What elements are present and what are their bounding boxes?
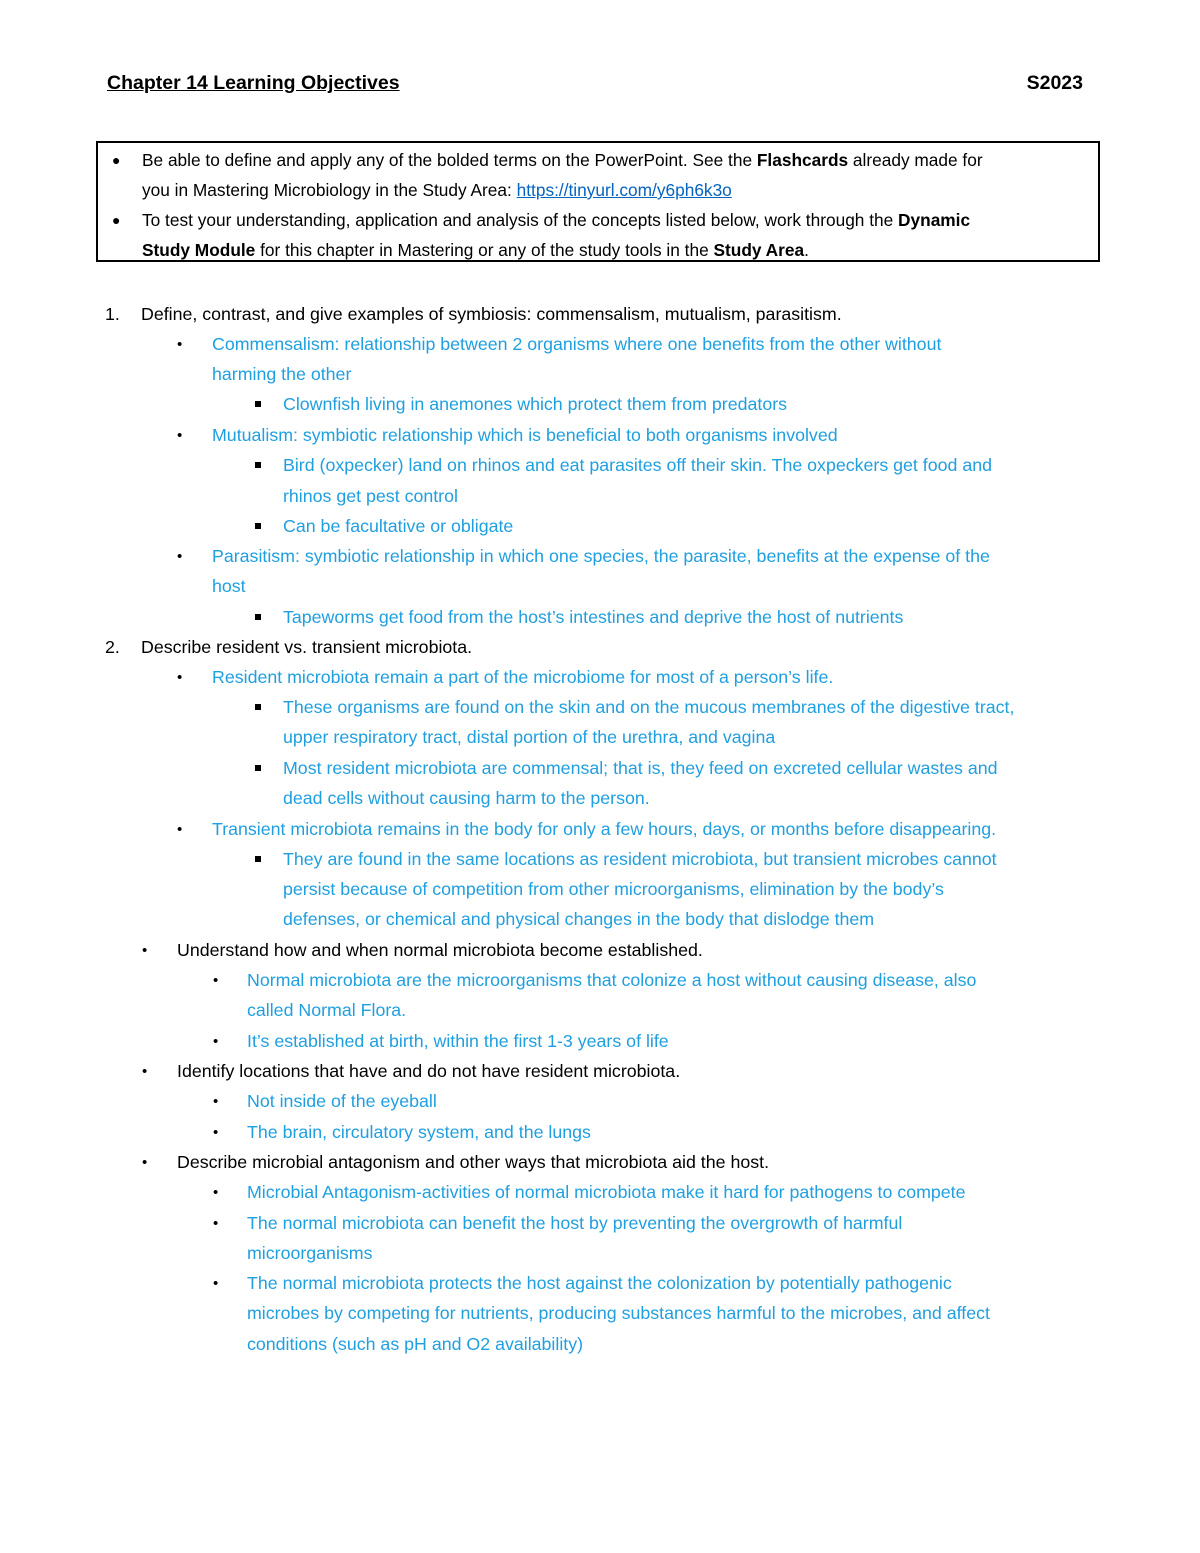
list-item: Bird (oxpecker) land on rhinos and eat parasites off their skin. The oxpeckers get food and [283, 455, 993, 475]
list-item: harming the other [212, 364, 352, 384]
flashcards-link[interactable]: https://tinyurl.com/y6ph6k3o [516, 180, 732, 200]
bullet-icon: • [213, 1093, 219, 1110]
bullet-icon: • [213, 1184, 219, 1201]
objective-established: Understand how and when normal microbiota become established. [177, 940, 703, 960]
square-bullet-icon [255, 523, 261, 529]
page-title: Chapter 14 Learning Objectives [107, 72, 400, 94]
objective-locations: Identify locations that have and do not have resident microbiota. [177, 1061, 681, 1081]
list-item: The normal microbiota protects the host against the colonization by potentially pathogenic [247, 1273, 952, 1293]
list-item: upper respiratory tract, distal portion of the urethra, and vagina [283, 727, 776, 747]
square-bullet-icon [255, 704, 261, 710]
list-item: Normal microbiota are the microorganisms that colonize a host without causing disease, also [247, 970, 977, 990]
bullet-icon: • [177, 548, 183, 565]
list-item: It’s established at birth, within the first 1-3 years of life [247, 1031, 669, 1051]
bullet-icon: • [213, 1275, 219, 1292]
list-item: Parasitism: symbiotic relationship in which one species, the parasite, benefits at the expense of the [212, 546, 990, 566]
list-item: microorganisms [247, 1243, 373, 1263]
list-item: called Normal Flora. [247, 1000, 407, 1020]
list-item: Most resident microbiota are commensal; that is, they feed on excreted cellular wastes and [283, 758, 998, 778]
box-line-2: you in Mastering Microbiology in the Study Area: https://tinyurl.com/y6ph6k3o [142, 180, 732, 200]
instructions-box [96, 141, 1100, 262]
square-bullet-icon [255, 462, 261, 468]
bullet-icon: • [213, 1215, 219, 1232]
list-item: These organisms are found on the skin and on the mucous membranes of the digestive tract, [283, 697, 1015, 717]
bullet-icon: • [213, 1124, 219, 1141]
bullet-icon: • [177, 669, 183, 686]
bullet-icon: ● [112, 152, 121, 168]
box-line-1: Be able to define and apply any of the bolded terms on the PowerPoint. See the Flashcards already made for [142, 150, 983, 170]
bullet-icon: ● [112, 212, 121, 228]
square-bullet-icon [255, 614, 261, 620]
list-item: conditions (such as pH and O2 availability) [247, 1334, 584, 1354]
list-item: microbes by competing for nutrients, producing substances harmful to the microbes, and affect [247, 1303, 990, 1323]
list-item: rhinos get pest control [283, 486, 458, 506]
list-item: Commensalism: relationship between 2 organisms where one benefits from the other without [212, 334, 942, 354]
bullet-icon: • [213, 972, 219, 989]
list-item: host [212, 576, 246, 596]
list-item: Tapeworms get food from the host’s intestines and deprive the host of nutrients [283, 607, 904, 627]
list-item: defenses, or chemical and physical changes in the body that dislodge them [283, 909, 875, 929]
list-item: Not inside of the eyeball [247, 1091, 437, 1111]
square-bullet-icon [255, 765, 261, 771]
square-bullet-icon [255, 401, 261, 407]
bullet-icon: • [213, 1033, 219, 1050]
list-item: Microbial Antagonism-activities of normal microbiota make it hard for pathogens to compete [247, 1182, 966, 1202]
list-item: They are found in the same locations as resident microbiota, but transient microbes cannot [283, 849, 997, 869]
list-number: 1. [105, 304, 120, 324]
term-label: S2023 [1026, 72, 1083, 94]
list-item: Mutualism: symbiotic relationship which is beneficial to both organisms involved [212, 425, 838, 445]
list-item: Clownfish living in anemones which protect them from predators [283, 394, 788, 414]
list-item: persist because of competition from other microorganisms, elimination by the body’s [283, 879, 944, 899]
objective-2: Describe resident vs. transient microbiota. [141, 637, 473, 657]
list-item: dead cells without causing harm to the person. [283, 788, 650, 808]
bullet-icon: • [142, 1154, 148, 1171]
bullet-icon: • [177, 821, 183, 838]
bullet-icon: • [142, 1063, 148, 1080]
bullet-icon: • [142, 942, 148, 959]
box-line-4: Study Module for this chapter in Mastering or any of the study tools in the Study Area. [142, 240, 809, 260]
list-item: The brain, circulatory system, and the lungs [247, 1122, 591, 1142]
list-number: 2. [105, 637, 120, 657]
list-item: Resident microbiota remain a part of the microbiome for most of a person’s life. [212, 667, 834, 687]
list-item: Transient microbiota remains in the body for only a few hours, days, or months before disappearing. [212, 819, 997, 839]
objective-1: Define, contrast, and give examples of symbiosis: commensalism, mutualism, parasitism. [141, 304, 842, 324]
bullet-icon: • [177, 336, 183, 353]
box-line-3: To test your understanding, application and analysis of the concepts listed below, work through the Dynamic [142, 210, 971, 230]
list-item: Can be facultative or obligate [283, 516, 514, 536]
page-header [107, 72, 1083, 95]
bullet-icon: • [177, 427, 183, 444]
square-bullet-icon [255, 856, 261, 862]
objective-antagonism: Describe microbial antagonism and other ways that microbiota aid the host. [177, 1152, 770, 1172]
list-item: The normal microbiota can benefit the host by preventing the overgrowth of harmful [247, 1213, 903, 1233]
